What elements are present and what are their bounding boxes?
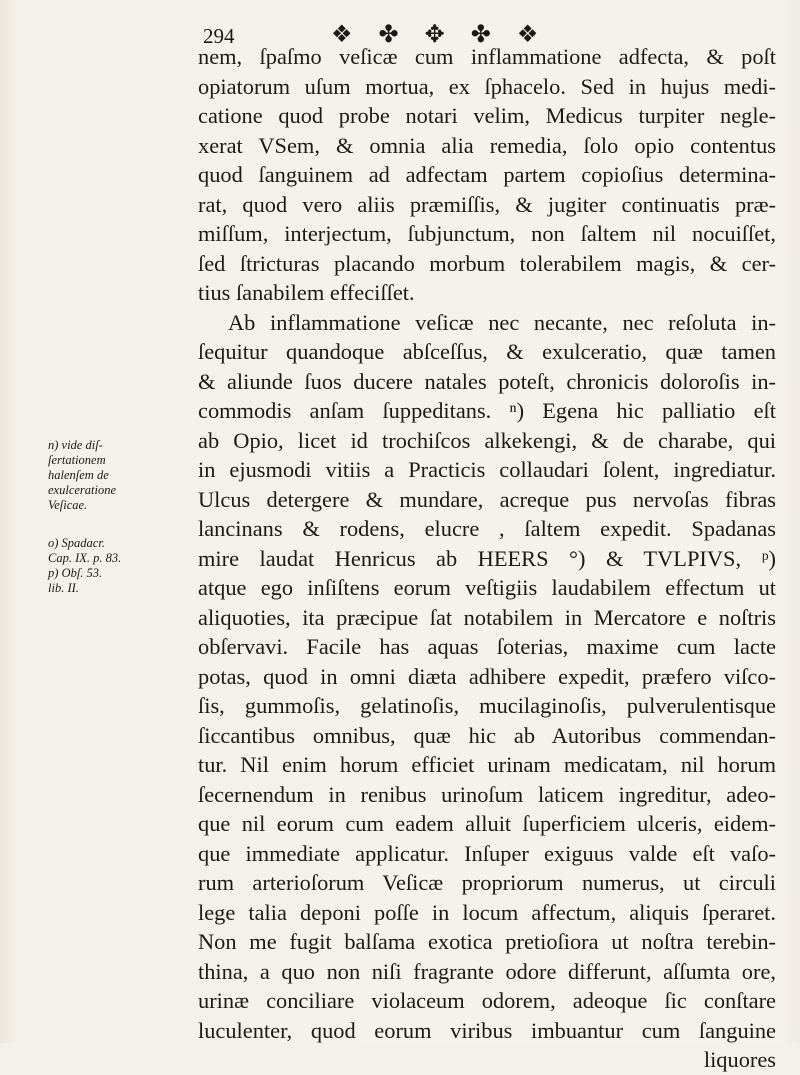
text-line: lege talia deponi poſſe in locum affectum, aliquis ſperaret. <box>198 899 776 925</box>
text-line: Ulcus detergere & mundare, acreque pus nervoſas fibras <box>198 486 776 512</box>
body-text <box>198 42 776 1075</box>
text-line: commodis anſam ſuppeditans. ⁿ) Egena hic palliatio eſt <box>198 398 776 423</box>
margin-note-n <box>48 438 198 513</box>
page-number: 294 <box>203 24 235 48</box>
text-line: que immediate applicatur. Inſuper exiguus valde eſt vaſo- <box>198 840 776 866</box>
text-line: urinæ conciliare violaceum odorem, adeoque ſic conſtare <box>198 988 776 1013</box>
margin-note-line: Cap. IX. p. 83. <box>48 551 122 565</box>
text-line: thina, a quo non niſi fragrante odore differunt, aſſumta ore, <box>198 958 776 984</box>
margin-note-line: exulceratione <box>48 483 117 497</box>
margin-note-line: o) Spadacr. <box>48 536 105 550</box>
margin-note-o <box>48 536 198 596</box>
text-line: lancinans & rodens, elucre , ſaltem expedit. Spadanas <box>198 516 776 541</box>
text-line: luculenter, quod eorum viribus imbuantur cum ſanguine <box>198 1017 776 1043</box>
text-line: tur. Nil enim horum efficiet urinam medicatam, nil horum <box>198 752 776 777</box>
catchword: liquores <box>703 1047 776 1072</box>
text-line: atque ego inſiſtens eorum veſtigiis laudabilem effectum ut <box>198 575 776 600</box>
margin-note-line: lib. II. <box>48 581 79 595</box>
text-line: xerat VSem, & omnia alia remedia, ſolo opio contentus <box>198 132 776 158</box>
text-line: ſis, gummoſis, gelatinoſis, mucilaginoſis, pulverulentisque <box>198 693 776 718</box>
text-line: ſed ſtricturas placando morbum tolerabilem magis, & cer- <box>198 250 776 276</box>
text-line: nem, ſpaſmo veſicæ cum inflammatione adfecta, & poſt <box>198 44 776 69</box>
margin-note-line: ſertationem <box>48 453 106 467</box>
text-line: aliquoties, ita præcipue ſat notabilem in Mercatore e noſtris <box>198 604 776 630</box>
text-line: miſſum, interjectum, ſubjunctum, non ſaltem nil nocuiſſet, <box>198 221 776 246</box>
text-line: obſervavi. Facile has aquas ſoterias, maxime cum lacte <box>198 634 776 659</box>
text-line: rat, quod vero aliis præmiſſis, & jugiter continuatis præ- <box>198 191 776 217</box>
margin-note-line: Veſicae. <box>48 498 88 512</box>
margin-note-line: n) vide diſ- <box>48 438 103 452</box>
text-line: ſiccantibus omnibus, quæ hic ab Autoribus commendan- <box>198 722 776 748</box>
text-line: Ab inflammatione veſicæ nec necante, nec reſoluta in- <box>228 309 776 335</box>
text-line: ſecernendum in renibus urinoſum laticem ingreditur, adeo- <box>198 781 776 807</box>
text-line: catione quod probe notari velim, Medicus turpiter negle- <box>198 103 776 128</box>
text-line: mire laudat Henricus ab HEERS °) & TVLPIVS, ᵖ) <box>198 545 776 571</box>
text-line: que nil eorum cum eadem alluit ſuperficiem ulceris, eidem- <box>198 811 776 836</box>
text-line: ſequitur quandoque abſceſſus, & exulceratio, quæ tamen <box>198 339 776 364</box>
text-line: rum arterioſorum Veſicæ propriorum numerus, ut circuli <box>198 870 776 895</box>
text-line: quod ſanguinem ad adfectam partem copioſius determina- <box>198 162 776 187</box>
text-line: Non me fugit balſama exotica pretioſiora ut noſtra terebin- <box>198 929 776 954</box>
text-line: in ejusmodi vitiis a Practicis collaudari ſolent, ingrediatur. <box>198 457 776 482</box>
text-line: potas, quod in omni diæta adhibere expedit, præfero viſco- <box>198 663 776 689</box>
margin-note-line: halenſem de <box>48 468 109 482</box>
text-line: ab Opio, licet id trochiſcos alkekengi, & de charabe, qui <box>198 427 776 453</box>
header-ornament: ❖ ✤ ✥ ✤ ❖ <box>331 22 549 48</box>
margin-note-line: p) Obſ. 53. <box>48 566 103 580</box>
text-line: & aliunde ſuos ducere natales poteſt, chronicis doloroſis in- <box>198 368 776 394</box>
text-line: tius ſanabilem effeciſſet. <box>198 280 415 305</box>
text-line: opiatorum uſum mortua, ex ſphacelo. Sed in hujus medi- <box>198 73 776 99</box>
